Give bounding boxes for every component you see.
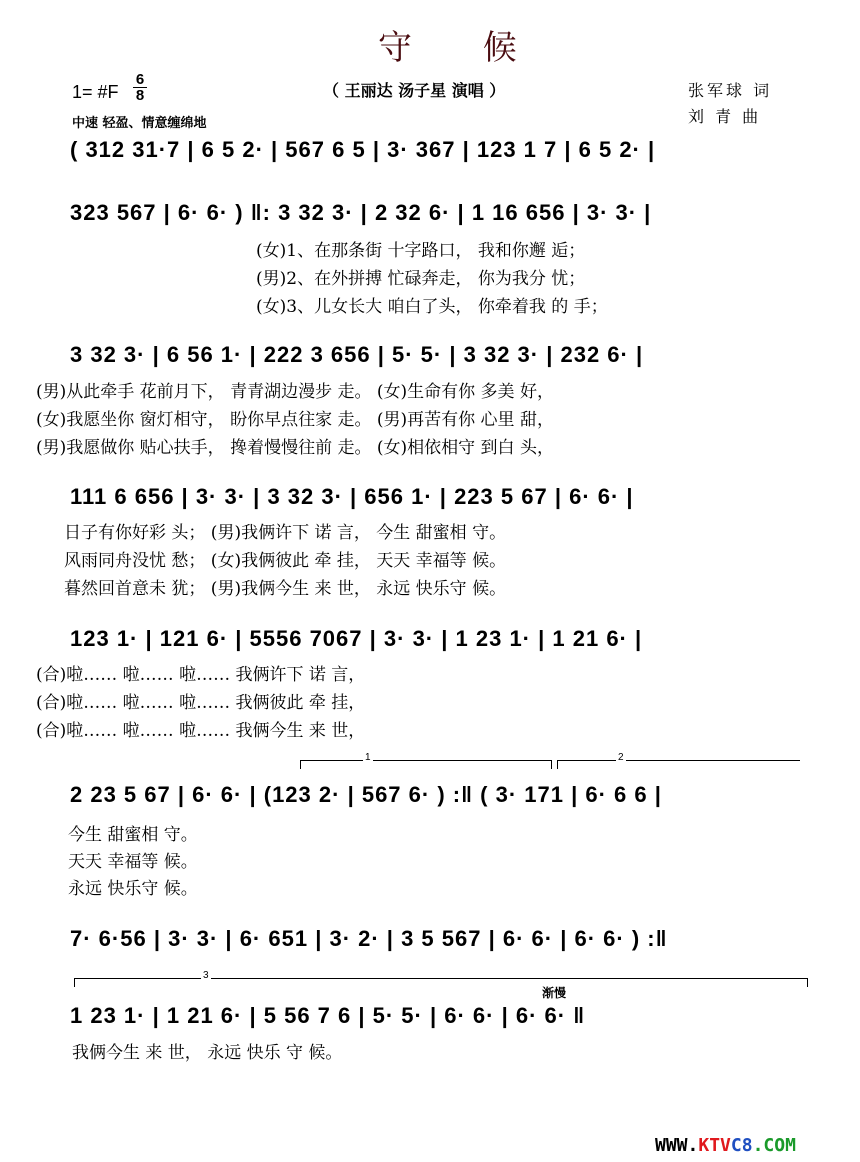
lyric-line: 今生 甜蜜相 守。: [68, 825, 198, 845]
lyric-line: 风雨同舟没忧 愁； (女)我俩彼此 牵 挂， 天天 幸福等 候。: [64, 551, 507, 571]
lyric-line: 永远 快乐守 候。: [68, 879, 198, 899]
watermark-com: .COM: [752, 1135, 796, 1156]
volta-bracket-2: 2: [557, 760, 800, 769]
score-system-8: 1 23 1· | 1 21 6· | 5 56 7 6 | 5· 5· | 6· 6· | 6· 6· ‖: [70, 1003, 586, 1028]
composer: 刘 青 曲: [688, 107, 762, 126]
score-system-7: 7· 6·56 | 3· 3· | 6· 651 | 3· 2· | 3 5 567 | 6· 6· | 6· 6· ) :‖: [70, 926, 668, 951]
lyric-line: (女)我愿坐你 窗灯相守， 盼你早点往家 走。 (男)再苦有你 心里 甜，: [36, 410, 554, 430]
singers: （ 王丽达 汤子星 演唱 ）: [323, 81, 506, 100]
time-denominator: 8: [135, 87, 145, 104]
watermark-ktv: KTV: [698, 1135, 731, 1156]
score-system-5: 123 1· | 121 6· | 5556 7067 | 3· 3· | 1 23 1· | 1 21 6· |: [70, 626, 643, 651]
key-signature: 1= #F: [72, 82, 119, 102]
watermark-c8: C8: [730, 1135, 753, 1156]
lyric-line: (男)我愿做你 贴心扶手， 搀着慢慢往前 走。 (女)相依相守 到白 头，: [36, 438, 554, 458]
score-system-4: 111 6 656 | 3· 3· | 3 32 3· | 656 1· | 223 5 67 | 6· 6· |: [70, 484, 634, 509]
ritardando-marking: 渐慢: [542, 986, 567, 1000]
lyric-line: (女)1、在那条街 十字路口， 我和你邂 逅；: [256, 241, 586, 261]
score-system-6: 2 23 5 67 | 6· 6· | (123 2· | 567 6· ) :‖ ( 3· 171 | 6· 6 6 |: [70, 782, 662, 807]
lyric-line: (男)2、在外拼搏 忙碌奔走， 你为我分 忧；: [256, 269, 586, 289]
lyric-line: (女)3、儿女长大 咱白了头， 你牵着我 的 手；: [256, 297, 608, 317]
lyricist: 张军球 词: [688, 81, 773, 100]
score-system-3: 3 32 3· | 6 56 1· | 222 3 656 | 5· 5· | 3 32 3· | 232 6· |: [70, 342, 644, 367]
lyric-line: 日子有你好彩 头； (男)我俩许下 诺 言， 今生 甜蜜相 守。: [64, 523, 507, 543]
lyric-line: (合)啦…… 啦…… 啦…… 我俩今生 来 世，: [36, 721, 366, 741]
lyric-line: 暮然回首意未 犹； (男)我俩今生 来 世， 永远 快乐守 候。: [64, 579, 507, 599]
tempo-marking: 中速 轻盈、情意缠绵地: [72, 116, 207, 131]
score-system-2: 323 567 | 6· 6· ) ‖: 3 32 3· | 2 32 6· | 1 16 656 | 3· 3· |: [70, 200, 652, 225]
song-title: 守 候: [378, 28, 547, 68]
watermark-www: WWW.: [655, 1135, 699, 1156]
volta-bracket-1: 1: [300, 760, 552, 769]
lyric-line: 天天 幸福等 候。: [68, 852, 198, 872]
lyric-line: 我俩今生 来 世， 永远 快乐 守 候。: [72, 1043, 343, 1063]
lyric-line: (合)啦…… 啦…… 啦…… 我俩许下 诺 言，: [36, 665, 366, 685]
lyric-line: (男)从此牵手 花前月下， 青青湖边漫步 走。 (女)生命有你 多美 好，: [36, 382, 554, 402]
site-watermark: [655, 1135, 796, 1156]
score-system-1: ( 312 31·7 | 6 5 2· | 567 6 5 | 3· 367 | 123 1 7 | 6 5 2· |: [70, 137, 656, 162]
lyric-line: (合)啦…… 啦…… 啦…… 我俩彼此 牵 挂，: [36, 693, 366, 713]
time-signature: [132, 72, 148, 103]
time-numerator: 6: [135, 71, 145, 88]
volta-bracket-3: 3: [74, 978, 808, 987]
